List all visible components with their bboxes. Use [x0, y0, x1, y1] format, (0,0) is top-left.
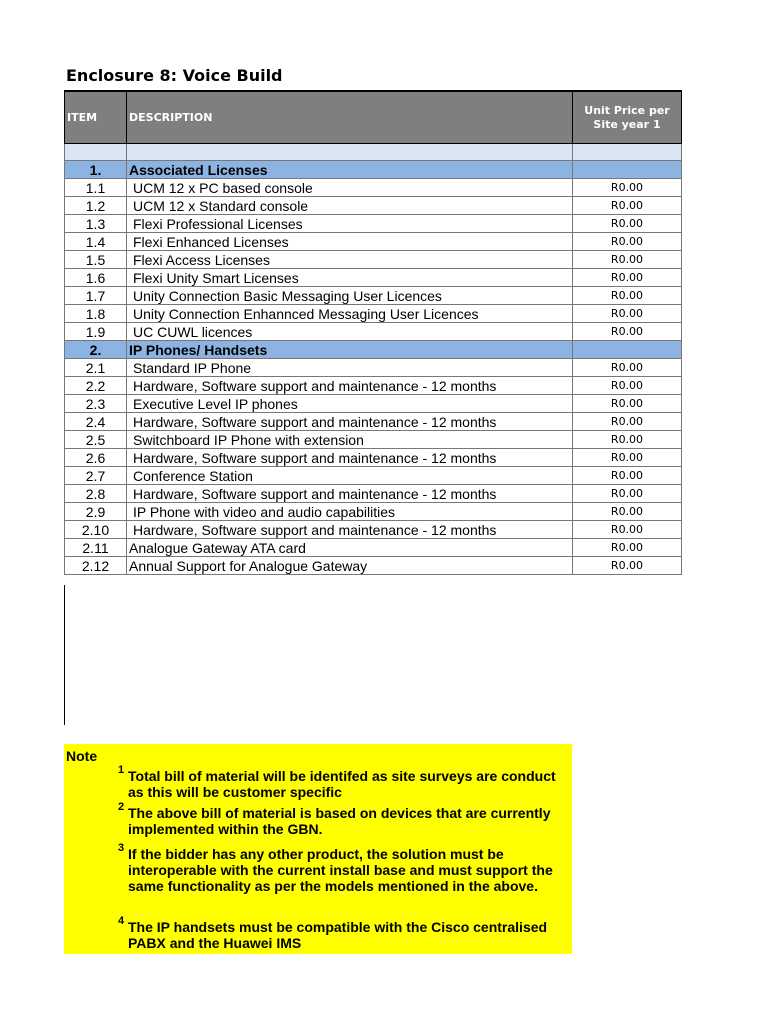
item-description: Hardware, Software support and maintenance - 12 months: [127, 485, 573, 503]
table-row: [65, 449, 682, 467]
item-description: Flexi Unity Smart Licenses: [127, 269, 573, 287]
table-row: [65, 179, 682, 197]
item-description: Flexi Access Licenses: [127, 251, 573, 269]
item-description: UCM 12 x Standard console: [127, 197, 573, 215]
item-number: 1.7: [65, 287, 127, 305]
item-number: 1.9: [65, 323, 127, 341]
item-unit-price: R0.00: [573, 521, 682, 539]
item-unit-price: R0.00: [573, 305, 682, 323]
item-unit-price: R0.00: [573, 251, 682, 269]
section-price-cell: [573, 161, 682, 179]
note-item: [118, 915, 568, 951]
item-description: Annual Support for Analogue Gateway: [127, 557, 573, 575]
item-description: Hardware, Software support and maintenance - 12 months: [127, 449, 573, 467]
table-row: [65, 467, 682, 485]
blank-row: [65, 144, 682, 161]
bill-of-materials-table: [64, 90, 681, 575]
item-unit-price: R0.00: [573, 359, 682, 377]
item-unit-price: R0.00: [573, 557, 682, 575]
item-unit-price: R0.00: [573, 539, 682, 557]
item-description: Unity Connection Basic Messaging User Licences: [127, 287, 573, 305]
item-unit-price: R0.00: [573, 503, 682, 521]
note-text: The IP handsets must be compatible with the Cisco centralised PABX and the Huawei IMS: [128, 919, 548, 951]
item-description: Executive Level IP phones: [127, 395, 573, 413]
item-number: 2.11: [65, 539, 127, 557]
note-box: [64, 744, 572, 954]
section-number: 1.: [65, 161, 127, 179]
item-unit-price: R0.00: [573, 449, 682, 467]
table-row: [65, 503, 682, 521]
item-number: 1.6: [65, 269, 127, 287]
table-row: [65, 215, 682, 233]
item-number: 1.1: [65, 179, 127, 197]
item-number: 2.4: [65, 413, 127, 431]
item-unit-price: R0.00: [573, 431, 682, 449]
note-text: Total bill of material will be identifed as site surveys are conduct as this will be customer specific: [128, 768, 556, 800]
item-number: 1.2: [65, 197, 127, 215]
item-unit-price: R0.00: [573, 233, 682, 251]
item-description: Unity Connection Enhannced Messaging User Licences: [127, 305, 573, 323]
note-item: [118, 801, 568, 837]
header-unit-price: Unit Price per Site year 1: [573, 91, 682, 144]
item-description: Hardware, Software support and maintenance - 12 months: [127, 413, 573, 431]
table-row: [65, 251, 682, 269]
item-description: IP Phone with video and audio capabilities: [127, 503, 573, 521]
note-item: [118, 764, 568, 800]
header-item: ITEM: [65, 91, 127, 144]
table-row: [65, 377, 682, 395]
table-body: [65, 144, 682, 575]
section-label: IP Phones/ Handsets: [127, 341, 573, 359]
item-description: Hardware, Software support and maintenance - 12 months: [127, 521, 573, 539]
note-text: If the bidder has any other product, the solution must be interoperable with the current install base and must support the same functionality as per the models mentioned in the above.: [128, 846, 553, 894]
note-item: [118, 842, 568, 894]
item-unit-price: R0.00: [573, 377, 682, 395]
table-row: [65, 323, 682, 341]
item-description: Flexi Professional Licenses: [127, 215, 573, 233]
item-number: 1.4: [65, 233, 127, 251]
item-number: 2.9: [65, 503, 127, 521]
note-number: 2: [118, 801, 125, 813]
item-unit-price: R0.00: [573, 413, 682, 431]
item-number: 1.5: [65, 251, 127, 269]
section-label: Associated Licenses: [127, 161, 573, 179]
section-row: [65, 161, 682, 179]
note-number: 1: [118, 764, 125, 776]
note-title: Note: [66, 748, 98, 764]
table-row: [65, 539, 682, 557]
item-unit-price: R0.00: [573, 269, 682, 287]
table-row: [65, 197, 682, 215]
item-unit-price: R0.00: [573, 179, 682, 197]
section-price-cell: [573, 341, 682, 359]
table-row: [65, 557, 682, 575]
table-row: [65, 431, 682, 449]
table-row: [65, 521, 682, 539]
table-row: [65, 233, 682, 251]
item-description: Switchboard IP Phone with extension: [127, 431, 573, 449]
item-unit-price: R0.00: [573, 287, 682, 305]
table-row: [65, 485, 682, 503]
item-number: 2.3: [65, 395, 127, 413]
item-description: Analogue Gateway ATA card: [127, 539, 573, 557]
table-row: [65, 413, 682, 431]
table-header-row: [65, 91, 682, 144]
table-row: [65, 269, 682, 287]
item-unit-price: R0.00: [573, 197, 682, 215]
item-description: Standard IP Phone: [127, 359, 573, 377]
item-number: 2.8: [65, 485, 127, 503]
item-unit-price: R0.00: [573, 485, 682, 503]
item-number: 2.7: [65, 467, 127, 485]
item-number: 1.8: [65, 305, 127, 323]
item-number: 2.6: [65, 449, 127, 467]
item-description: Conference Station: [127, 467, 573, 485]
item-number: 2.5: [65, 431, 127, 449]
section-row: [65, 341, 682, 359]
item-number: 2.1: [65, 359, 127, 377]
table-row: [65, 287, 682, 305]
item-description: Flexi Enhanced Licenses: [127, 233, 573, 251]
header-description: DESCRIPTION: [127, 91, 573, 144]
item-description: UCM 12 x PC based console: [127, 179, 573, 197]
table-row: [65, 359, 682, 377]
item-unit-price: R0.00: [573, 467, 682, 485]
item-number: 2.10: [65, 521, 127, 539]
section-number: 2.: [65, 341, 127, 359]
item-unit-price: R0.00: [573, 395, 682, 413]
item-unit-price: R0.00: [573, 323, 682, 341]
table-row: [65, 305, 682, 323]
note-number: 4: [118, 915, 125, 927]
item-description: Hardware, Software support and maintenance - 12 months: [127, 377, 573, 395]
item-description: UC CUWL licences: [127, 323, 573, 341]
item-number: 2.2: [65, 377, 127, 395]
item-unit-price: R0.00: [573, 215, 682, 233]
left-border-line: [64, 585, 65, 725]
page-title: Enclosure 8: Voice Build: [66, 66, 283, 85]
item-number: 1.3: [65, 215, 127, 233]
note-text: The above bill of material is based on devices that are currently implemented within the GBN.: [128, 805, 551, 837]
table-row: [65, 395, 682, 413]
note-number: 3: [118, 842, 125, 854]
item-number: 2.12: [65, 557, 127, 575]
